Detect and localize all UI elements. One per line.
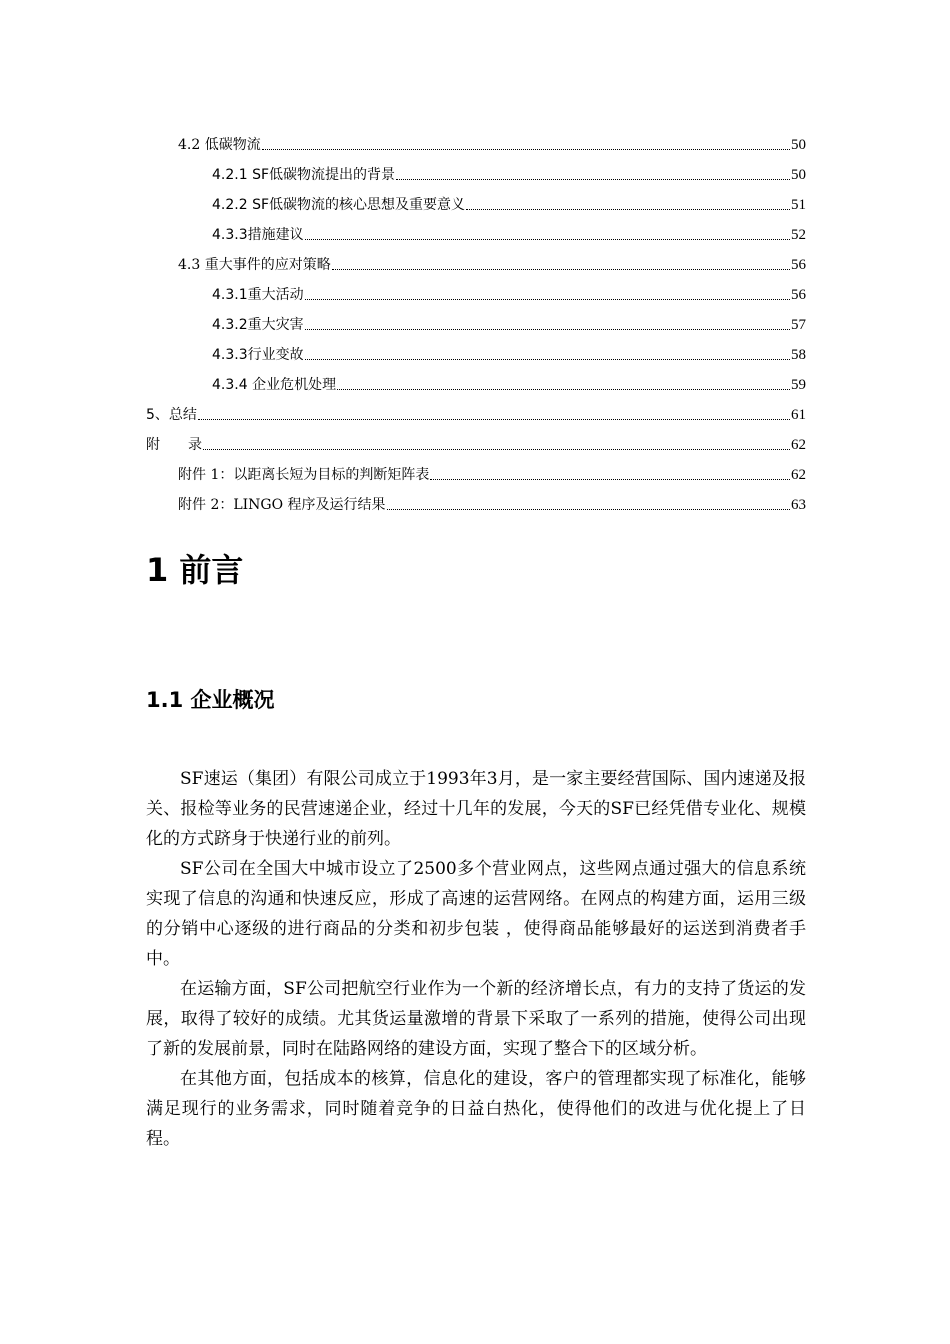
toc-entry-label: 4.2 低碳物流 [178,137,261,153]
toc-leader-dots [305,328,790,330]
toc-leader-dots [466,208,790,210]
toc-entry[interactable] [146,304,806,334]
toc-leader-dots [387,508,790,510]
toc-entry-page: 56 [791,257,806,273]
toc-entry[interactable] [146,424,806,454]
toc-entry-page: 62 [791,437,806,453]
toc-entry-label: 附 录 [146,437,202,453]
toc-entry-page: 59 [791,377,806,393]
toc-leader-dots [430,478,790,480]
toc-entry-label: 5、总结 [146,407,197,423]
toc-entry-label: 附件 1：以距离长短为目标的判断矩阵表 [178,467,430,483]
toc-entry-page: 61 [791,407,806,423]
toc-entry[interactable] [146,334,806,364]
toc-entry-page: 52 [791,227,806,243]
toc-entry-label: 4.3.1重大活动 [212,287,304,303]
toc-leader-dots [198,418,790,420]
toc-entry-page: 50 [791,137,806,153]
toc-entry[interactable] [146,244,806,274]
toc-entry-page: 63 [791,497,806,513]
toc-leader-dots [337,388,790,390]
toc-entry[interactable] [146,394,806,424]
section-heading: 1.1 企业概况 [146,688,275,712]
toc-entry-page: 50 [791,167,806,183]
toc-entry[interactable] [146,214,806,244]
toc-leader-dots [305,358,790,360]
toc-entry-page: 62 [791,467,806,483]
toc-entry-page: 57 [791,317,806,333]
toc-leader-dots [305,238,790,240]
toc-entry-label: 4.3.3措施建议 [212,227,304,243]
toc-leader-dots [332,268,790,270]
toc-leader-dots [203,448,790,450]
body-text [146,764,806,1154]
toc-entry-page: 51 [791,197,806,213]
toc-entry[interactable] [146,154,806,184]
toc-entry[interactable] [146,274,806,304]
toc-entry[interactable] [146,184,806,214]
paragraph: SF速运（集团）有限公司成立于1993年3月，是一家主要经营国际、国内速递及报关、报检等业务的民营速递企业，经过十几年的发展，今天的SF已经凭借专业化、规模化的方式跻身于快递行业的前列。 [146,769,806,849]
toc-entry[interactable] [146,124,806,154]
toc-entry-page: 56 [791,287,806,303]
toc-leader-dots [396,178,790,180]
toc-entry[interactable] [146,364,806,394]
toc-leader-dots [305,298,790,300]
paragraph: 在运输方面，SF公司把航空行业作为一个新的经济增长点，有力的支持了货运的发展，取得了较好的成绩。尤其货运量激增的背景下采取了一系列的措施，使得公司出现了新的发展前景，同时在陆路网络的建设方面，实现了整合下的区域分析。 [146,979,806,1059]
toc-entry-label: 附件 2：LINGO 程序及运行结果 [178,497,386,513]
toc-entry-label: 4.2.2 SF低碳物流的核心思想及重要意义 [212,197,466,213]
toc-entry-label: 4.3.3行业变故 [212,347,304,363]
toc-leader-dots [262,148,790,150]
chapter-heading: 1 前言 [146,551,244,589]
toc-entry-page: 58 [791,347,806,363]
toc-entry-label: 4.3.2重大灾害 [212,317,304,333]
paragraph: 在其他方面，包括成本的核算，信息化的建设，客户的管理都实现了标准化，能够满足现行的业务需求，同时随着竞争的日益白热化，使得他们的改进与优化提上了日程。 [146,1069,806,1149]
toc-entry-label: 4.3.4 企业危机处理 [212,377,337,393]
toc-entry[interactable] [146,454,806,484]
table-of-contents [146,124,806,514]
toc-entry-label: 4.2.1 SF低碳物流提出的背景 [212,167,396,183]
paragraph: SF公司在全国大中城市设立了2500多个营业网点，这些网点通过强大的信息系统实现了信息的沟通和快速反应，形成了高速的运营网络。在网点的构建方面，运用三级的分销中心逐级的进行商品的分类和初步包装 ，使得商品能够最好的运送到消费者手中。 [146,859,806,969]
toc-entry-label: 4.3 重大事件的应对策略 [178,257,331,273]
toc-entry[interactable] [146,484,806,514]
